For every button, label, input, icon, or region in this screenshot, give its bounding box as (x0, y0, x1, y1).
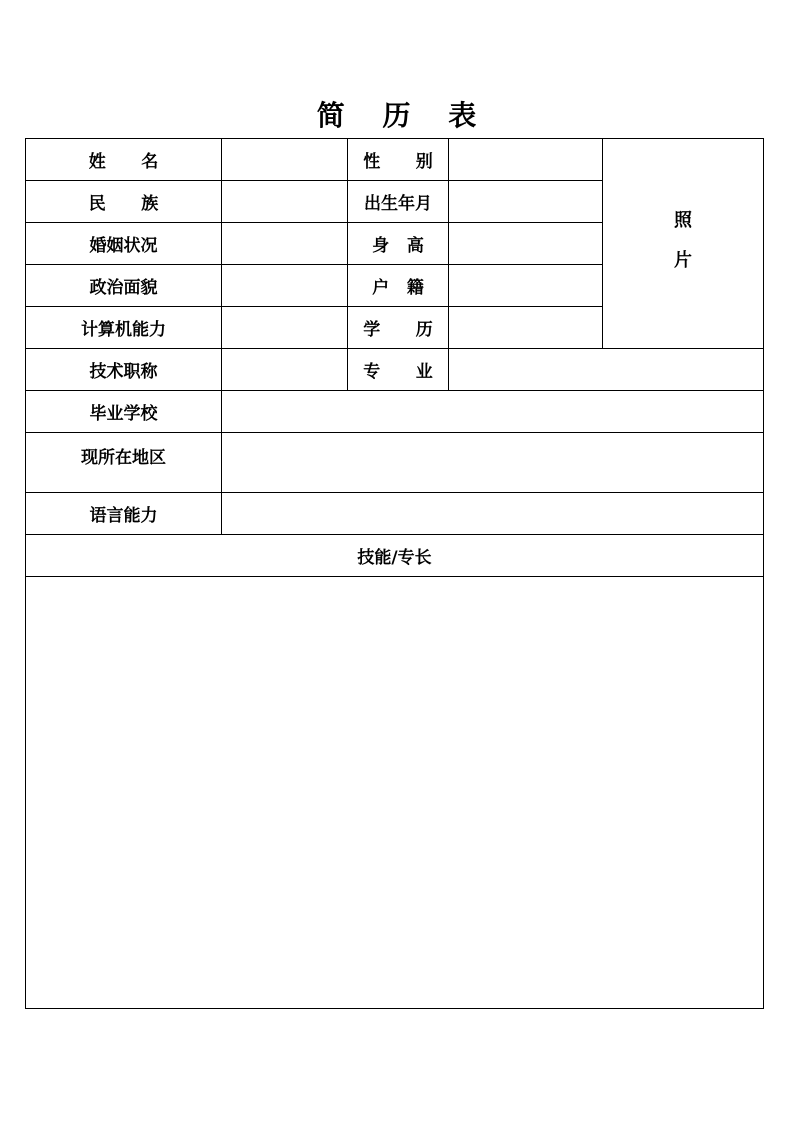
gender-label: 性 别 (348, 139, 449, 181)
computer-value[interactable] (222, 307, 348, 349)
political-label: 政治面貌 (26, 265, 222, 307)
row-school (26, 391, 764, 433)
birth-label: 出生年月 (348, 181, 449, 223)
ethnicity-label: 民 族 (26, 181, 222, 223)
row-name (26, 139, 764, 181)
location-label: 现所在地区 (26, 433, 222, 493)
ethnicity-value[interactable] (222, 181, 348, 223)
tech-title-value[interactable] (222, 349, 348, 391)
major-value[interactable] (449, 349, 764, 391)
row-title (26, 349, 764, 391)
computer-label: 计算机能力 (26, 307, 222, 349)
tech-title-label: 技术职称 (26, 349, 222, 391)
language-label: 语言能力 (26, 493, 222, 535)
major-label: 专 业 (348, 349, 449, 391)
gender-value[interactable] (449, 139, 603, 181)
height-value[interactable] (449, 223, 603, 265)
row-skills-body (26, 577, 764, 1009)
skills-value[interactable] (26, 577, 764, 1009)
photo-cell[interactable] (603, 139, 764, 349)
language-value[interactable] (222, 493, 764, 535)
row-location (26, 433, 764, 493)
school-label: 毕业学校 (26, 391, 222, 433)
education-value[interactable] (449, 307, 603, 349)
political-value[interactable] (222, 265, 348, 307)
photo-label-line1: 照 (674, 210, 692, 231)
resume-title: 简 历 表 (316, 99, 491, 132)
row-language (26, 493, 764, 535)
resume-table (25, 138, 764, 1009)
marital-label: 婚姻状况 (26, 223, 222, 265)
photo-label-line2: 片 (674, 250, 692, 271)
marital-value[interactable] (222, 223, 348, 265)
birth-value[interactable] (449, 181, 603, 223)
location-value[interactable] (222, 433, 764, 493)
height-label: 身 高 (348, 223, 449, 265)
skills-label: 技能/专长 (26, 535, 764, 577)
education-label: 学 历 (348, 307, 449, 349)
row-skills-header (26, 535, 764, 577)
hukou-label: 户 籍 (348, 265, 449, 307)
name-label: 姓 名 (26, 139, 222, 181)
hukou-value[interactable] (449, 265, 603, 307)
school-value[interactable] (222, 391, 764, 433)
name-value[interactable] (222, 139, 348, 181)
